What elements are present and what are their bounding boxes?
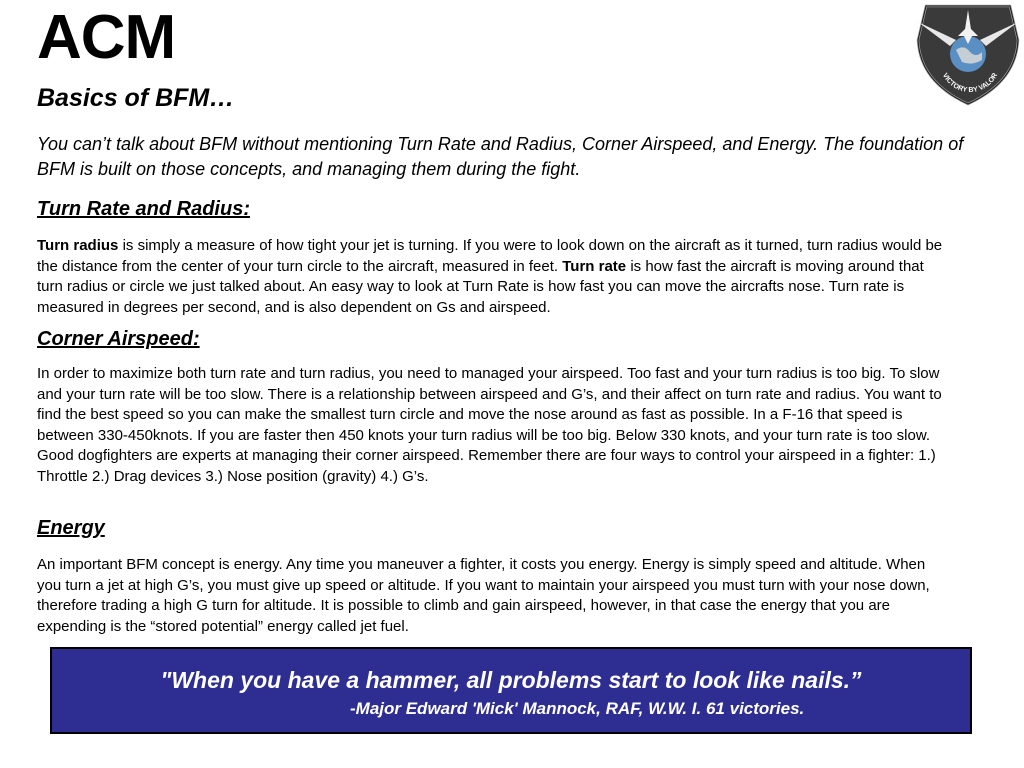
intro-text-start: You can’t talk about BFM without mentioning <box>37 134 398 154</box>
turn-rate-heading: Turn Rate and Radius: <box>37 198 250 220</box>
turn-radius-text: is simply a measure of how tight your jet is turning. If you were to look down on the aircraft as it turned, turn radius would be the distance from the center of your turn circle to the aircraft, measured in feet. <box>37 237 943 275</box>
corner-airspeed-heading: Corner Airspeed: <box>37 328 200 350</box>
quote-attribution: -Major Edward 'Mick' Mannock, RAF, W.W. I. 61 victories. <box>350 699 805 718</box>
intro-emphasis: Turn Rate and Radius, <box>397 134 577 154</box>
intro-text-end: Corner Airspeed, and Energy. The foundation of BFM is built on those concepts, and managing them during the fight. <box>37 134 964 179</box>
squadron-emblem-icon <box>912 0 1024 108</box>
energy-paragraph: An important BFM concept is energy. Any time you maneuver a fighter, it costs you energy. Energy is simply speed and altitude. When you turn a jet at high G’s, you must give up speed or altitude. If you want to maintain your airspeed you must turn with your nose down, therefore trading a high G turn for altitude. It is possible to climb and gain airspeed, however, in that case the energy that you are expending is the “stored potential” energy called jet fuel. <box>37 556 930 635</box>
quote-text: "When you have a hammer, all problems start to look like nails.” <box>160 667 862 693</box>
intro-paragraph <box>37 132 967 182</box>
page-subtitle: Basics of BFM… <box>37 84 235 112</box>
energy-heading: Energy <box>37 517 105 539</box>
turn-rate-text: is how fast the aircraft is moving around that turn radius or circle we just talked about. An easy way to look at Turn Rate is how fast you can move the aircrafts nose. Turn rate is measured in degrees per second, and is also dependent on Gs and airspeed. <box>37 257 924 316</box>
quote-box <box>50 647 972 734</box>
turn-rate-term: Turn rate <box>562 257 627 275</box>
turn-radius-term: Turn radius <box>37 237 119 254</box>
page-title: ACM <box>37 3 176 72</box>
turn-rate-paragraph <box>37 236 952 318</box>
corner-airspeed-paragraph: In order to maximize both turn rate and turn radius, you need to managed your airspeed. Too fast and your turn radius is too big. To slow and your turn rate will be too slow. There is a relationship between airspeed and G’s, and their affect on turn rate and radius. You want to find the best speed so you can make the smallest turn circle and move the nose around as fast as possible. In a F-16 that speed is between 330-450knots. If you are faster then 450 knots your turn radius will be too big. Below 330 knots, and your turn rate is too slow. Good dogfighters are experts at managing their corner airspeed. Remember there are four ways to control your airspeed in a fighter: 1.) Throttle 2.) Drag devices 3.) Nose position (gravity) 4.) G’s. <box>37 365 942 485</box>
emblem-motto: VICTORY BY VALOR <box>940 72 1000 95</box>
